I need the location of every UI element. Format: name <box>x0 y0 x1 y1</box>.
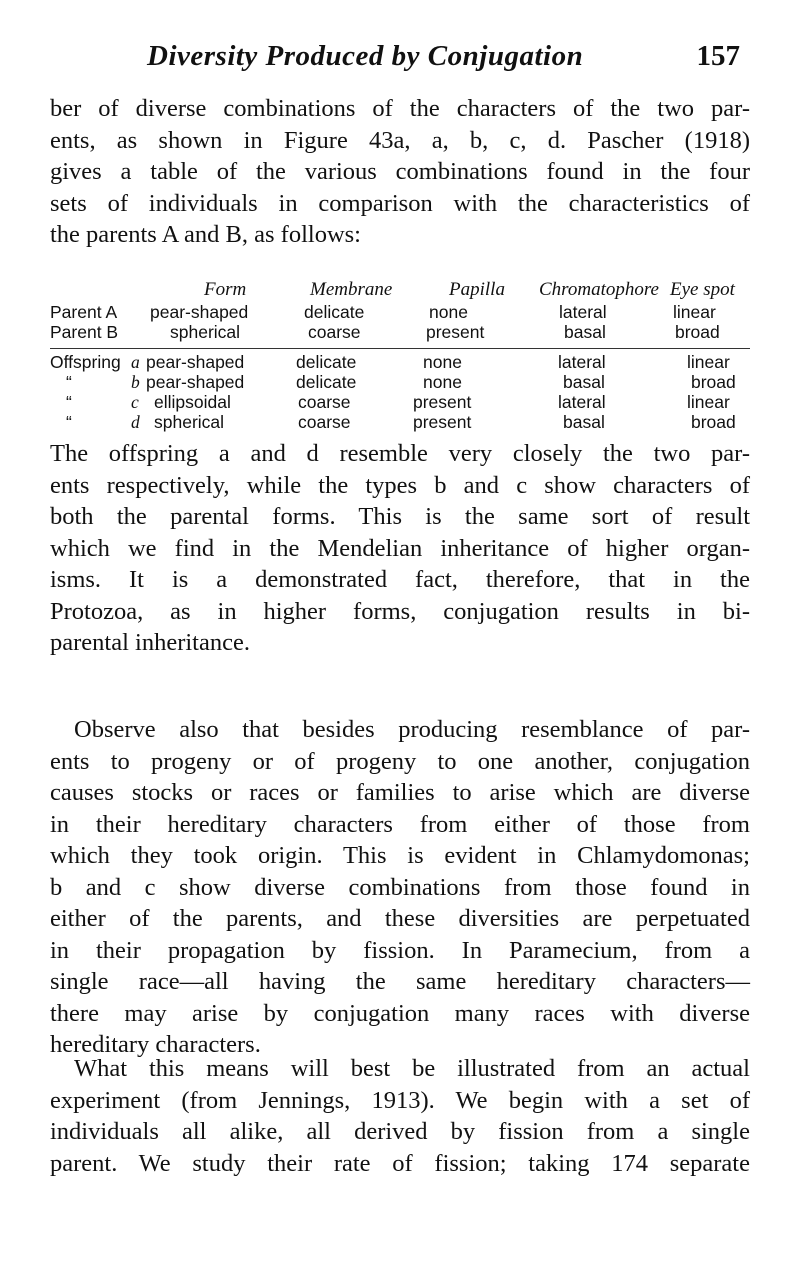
table-cell: broad <box>691 372 736 392</box>
column-header: Papilla <box>449 279 505 300</box>
paragraph-observe <box>50 714 750 1061</box>
table-cell: linear <box>687 392 730 412</box>
text-line: Observe also that besides producing resemblance of par- <box>74 716 750 743</box>
row-letter: b <box>131 372 140 392</box>
text-line: parental inheritance. <box>50 629 250 656</box>
text-line: parent. We study their rate of fission; taking 174 separate <box>50 1149 750 1177</box>
text-line: Protozoa, as in higher forms, conjugation results in bi- <box>50 597 750 625</box>
table-cell: present <box>413 392 472 412</box>
table-cell: coarse <box>298 392 351 412</box>
table-cell: spherical <box>154 412 225 432</box>
table-cell: pear-shaped <box>146 352 245 372</box>
row-label: “ <box>66 372 72 392</box>
row-letter: c <box>131 392 139 412</box>
text-line: ents respectively, while the types b and c show characters of <box>50 471 750 499</box>
text-line: either of the parents, and these diversities are perpetuated <box>50 905 750 932</box>
text-line: there may arise by conjugation many races with diverse <box>50 999 750 1027</box>
text-line: gives a table of the various combinations found in the four <box>50 158 750 185</box>
table-cell: lateral <box>559 302 607 322</box>
text-line: which they took origin. This is evident in Chlamydomonas; <box>50 842 750 869</box>
text-line: ber of diverse combinations of the characters of the two par- <box>50 95 750 122</box>
text-line: b and c show diverse combinations from those found in <box>50 873 750 901</box>
text-line: isms. It is a demonstrated fact, therefore, that in the <box>50 566 750 593</box>
text-line: What this means will best be illustrated from an actual <box>74 1055 750 1082</box>
running-header <box>147 40 740 76</box>
text-line: causes stocks or races or families to arise which are diverse <box>50 779 750 806</box>
table-cell: broad <box>675 322 720 342</box>
table-cell: none <box>423 352 462 372</box>
table-cell: delicate <box>296 352 357 372</box>
column-header: Eye spot <box>670 279 735 300</box>
column-header: Form <box>204 279 247 300</box>
table-cell: delicate <box>296 372 357 392</box>
table-cell: delicate <box>304 302 365 322</box>
text-line: individuals all alike, all derived by fission from a single <box>50 1118 750 1145</box>
table-cell: pear-shaped <box>146 372 245 392</box>
text-line: experiment (from Jennings, 1913). We begin with a set of <box>50 1086 750 1114</box>
table-cell: coarse <box>298 412 351 432</box>
table-cell: none <box>423 372 462 392</box>
row-label: Parent A <box>50 302 118 322</box>
table-cell: coarse <box>308 322 361 342</box>
table-cell: present <box>413 412 472 432</box>
table-cell: none <box>429 302 468 322</box>
column-header: Membrane <box>310 279 393 300</box>
row-letter: d <box>131 412 140 432</box>
paragraph-offspring <box>50 438 750 659</box>
table-cell: broad <box>691 412 736 432</box>
table-cell: basal <box>563 412 605 432</box>
table-cell: lateral <box>558 352 606 372</box>
table-cell: pear-shaped <box>150 302 249 322</box>
text-line: single race—all having the same hereditary characters— <box>50 968 750 995</box>
row-label: “ <box>66 412 72 432</box>
table-rule <box>50 348 750 349</box>
column-header: Chromatophore <box>539 279 659 300</box>
text-line: both the parental forms. This is the same sort of result <box>50 503 750 530</box>
table-cell: basal <box>563 372 605 392</box>
text-line: the parents A and B, as follows: <box>50 221 361 248</box>
paragraph-experiment <box>50 1053 750 1179</box>
text-line: The offspring a and d resemble very closely the two par- <box>50 440 750 467</box>
text-line: ents to progeny or of progeny to one another, conjugation <box>50 747 750 775</box>
row-label: “ <box>66 392 72 412</box>
text-line: in their hereditary characters from either of those from <box>50 810 750 838</box>
text-line: sets of individuals in comparison with the characteristics of <box>50 189 750 217</box>
row-letter: a <box>131 352 140 372</box>
page-number: 157 <box>696 40 740 72</box>
running-title: Diversity Produced by Conjugation <box>147 40 584 72</box>
row-label: Parent B <box>50 322 119 342</box>
paragraph-intro <box>50 93 750 251</box>
text-line: in their propagation by fission. In Paramecium, from a <box>50 936 750 964</box>
table-cell: linear <box>687 352 730 372</box>
table-cell: spherical <box>170 322 241 342</box>
table-cell: ellipsoidal <box>154 392 231 412</box>
table-cell: lateral <box>558 392 606 412</box>
table-cell: present <box>426 322 485 342</box>
text-line: ents, as shown in Figure 43a, a, b, c, d. Pascher (1918) <box>50 126 750 154</box>
table-cell: basal <box>564 322 606 342</box>
table-cell: linear <box>673 302 716 322</box>
text-line: hereditary characters. <box>50 1031 261 1058</box>
row-label: Offspring <box>50 352 121 372</box>
text-line: which we find in the Mendelian inheritance of higher organ- <box>50 534 750 562</box>
